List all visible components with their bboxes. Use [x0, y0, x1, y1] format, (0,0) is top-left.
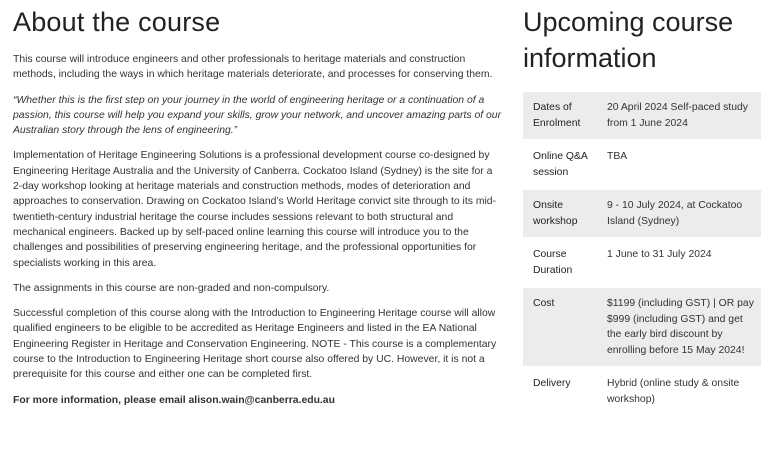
row-value: Hybrid (online study & onsite workshop) [603, 367, 761, 416]
row-value: 9 - 10 July 2024, at Cockatoo Island (Sydney) [603, 189, 761, 238]
row-label: Course Duration [523, 238, 603, 287]
course-info-table [523, 92, 761, 417]
quote-paragraph: “Whether this is the first step on your journey in the world of engineering heritage or a continuation of a passion, this course will help you expand your skills, grow your network, and uncover amazing parts of our Australian story through the lens of engineering.” [13, 94, 502, 137]
about-title: About the course [13, 7, 221, 37]
description-paragraph: Implementation of Heritage Engineering Solutions is a professional development course co-designed by Engineering Heritage Australia and the University of Canberra. Cockatoo Island (Sydney) is the site for a 2-day workshop looking at heritage materials and construction methods, modes of deterioration and approaches to conservation. Drawing on Cockatoo Island’s World Heritage convict site through to its mid-twentieth-century industrial heritage the course includes sessions relevant to both structural and mechanical engineers. Backed up by self-paced online learning this course will introduce you to the challenges and possibilities of preserving engineering heritage, and the professional opportunities for specialists working in this area. [13, 150, 497, 269]
row-label: Dates of Enrolment [523, 92, 603, 140]
row-label: Online Q&A session [523, 140, 603, 189]
row-value: $1199 (including GST) | OR pay $999 (including GST) and get the early bird discount by enrolling before 15 May 2024! [603, 287, 761, 367]
row-label: Cost [523, 287, 603, 367]
about-section [13, 4, 503, 418]
contact-paragraph: For more information, please email alison.wain@canberra.edu.au [13, 394, 335, 406]
assignments-paragraph: The assignments in this course are non-graded and non-compulsory. [13, 282, 330, 294]
table-row [523, 238, 761, 287]
row-label: Onsite workshop [523, 189, 603, 238]
table-row [523, 367, 761, 416]
upcoming-title: Upcoming course information [523, 7, 734, 73]
intro-paragraph: This course will introduce engineers and other professionals to heritage materials and construction methods, including the ways in which heritage materials deteriorate, and processes for conserving them. [13, 54, 493, 81]
row-value: 20 April 2024 Self-paced study from 1 June 2024 [603, 92, 761, 140]
row-label: Delivery [523, 367, 603, 416]
table-row [523, 189, 761, 238]
table-row [523, 287, 761, 367]
table-row [523, 140, 761, 189]
table-row [523, 92, 761, 140]
row-value: TBA [603, 140, 761, 189]
upcoming-section [523, 4, 761, 417]
row-value: 1 June to 31 July 2024 [603, 238, 761, 287]
completion-paragraph: Successful completion of this course along with the Introduction to Engineering Heritage course will allow qualified engineers to be eligible to be accredited as Heritage Engineers and listed in the EA National Engineering Register in Heritage and Conservation Engineering. NOTE - This course is a complementary course to the Introduction to Engineering Heritage short course also offered by UC. However, it is not a prerequisite for this course and either one can be completed first. [13, 308, 497, 381]
